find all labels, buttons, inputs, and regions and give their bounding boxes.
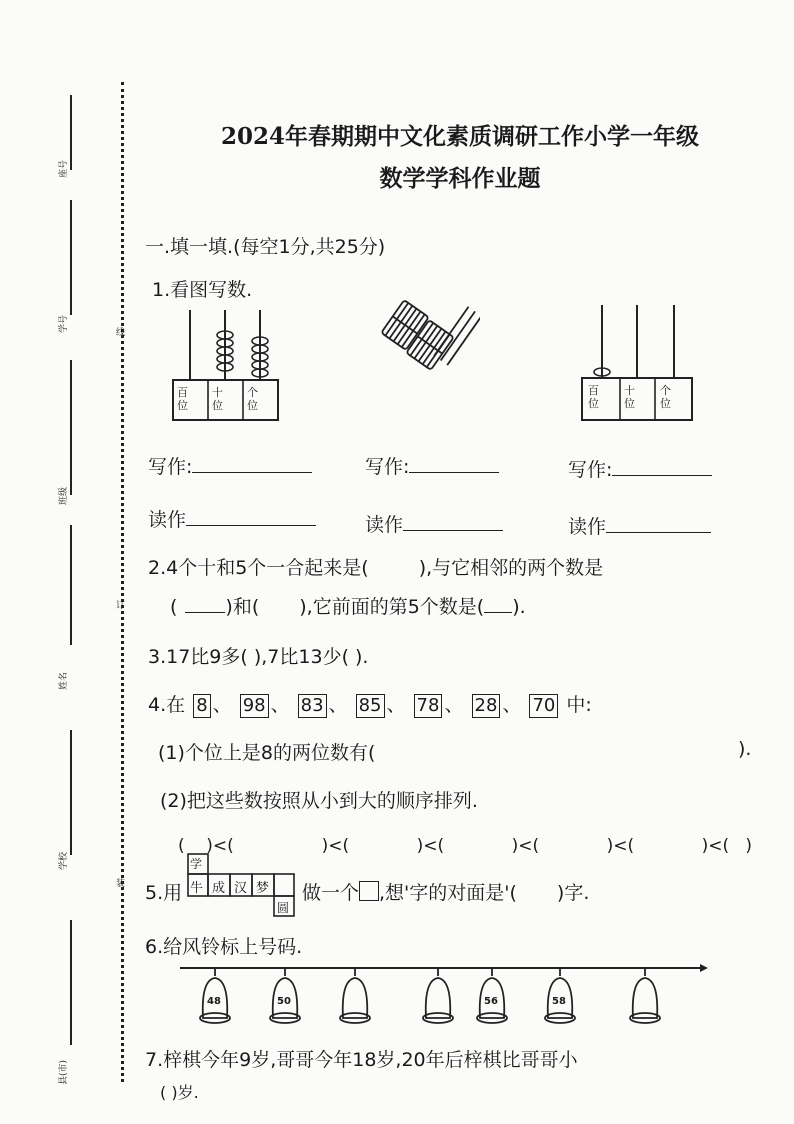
write-label: 写作: (148, 456, 193, 478)
counting-sticks (375, 295, 480, 385)
net-char: 学 (190, 857, 203, 871)
abacus2-label-ones: 个位 (660, 384, 671, 410)
label-student-no: 学号 (59, 314, 69, 333)
q2-text: )和( (225, 596, 260, 618)
q2-text: ),它前面的第5个数是( (299, 596, 485, 618)
abacus-2 (570, 300, 700, 430)
bell-number: 50 (277, 996, 291, 1007)
answer-blank[interactable] (186, 507, 316, 526)
net-char: 梦 (256, 881, 270, 896)
field-line (70, 200, 72, 315)
label-school: 学校 (59, 851, 69, 870)
q1-prompt: 1.看图写数. (152, 279, 253, 301)
bell-number: 58 (552, 996, 566, 1007)
wind-chime (180, 962, 710, 1032)
read-label-2 (365, 510, 503, 537)
fold-mark: 线 (116, 328, 126, 338)
read-label: 读作 (568, 516, 607, 538)
answer-blank[interactable] (484, 594, 512, 613)
q7-tail: ( )岁. (160, 1083, 199, 1102)
answer-blank[interactable] (612, 457, 712, 476)
bell-number: 56 (484, 996, 498, 1007)
abacus2-label-hundreds: 百位 (588, 384, 599, 410)
read-label-3 (568, 512, 711, 539)
net-char: 成 (212, 881, 226, 896)
answer-blank[interactable] (403, 512, 503, 531)
q5-suffix: ,想'字的对面是'( (379, 882, 517, 904)
field-line (70, 95, 72, 170)
answer-blank[interactable] (185, 594, 225, 613)
write-label-2 (365, 452, 499, 479)
field-line (70, 920, 72, 1045)
q6-text: 6.给风铃标上号码. (145, 936, 303, 958)
q4-suffix: 中: (566, 694, 592, 716)
read-label: 读作 (365, 514, 404, 536)
q7-text: 7.梓棋今年9岁,哥哥今年18岁,20年后梓棋比哥哥小 (145, 1049, 578, 1071)
q5-prefix: 5.用 (145, 882, 183, 904)
q4-line: 4.在 8 、 98 、 83 、 85 、 78 、 28 、 70 中: (148, 694, 592, 716)
q3-text: 3.17比9多( ),7比13少( ). (148, 646, 369, 668)
q2-line2 (170, 592, 526, 619)
ineq-slot[interactable]: )<( (300, 836, 350, 856)
q5-suffix-end: )字. (556, 882, 590, 904)
q4-prefix: 4.在 (148, 694, 186, 716)
q4-sub1-end: ). (738, 738, 752, 760)
ineq-slot[interactable]: )<( (395, 836, 445, 856)
number-box: 8 (193, 694, 210, 718)
write-label: 写作: (568, 459, 613, 481)
number-box: 83 (298, 694, 327, 718)
answer-blank[interactable] (192, 454, 312, 473)
read-label-1 (148, 505, 316, 532)
write-label-3 (568, 455, 712, 482)
net-char: 汉 (234, 881, 248, 896)
number-box: 70 (529, 694, 558, 718)
label-seat: 座号 (59, 159, 69, 178)
label-class: 班级 (59, 486, 69, 505)
net-char: 牛 (190, 881, 204, 896)
number-box: 85 (356, 694, 385, 718)
q5-middle: 做一个 (302, 882, 360, 904)
ineq-slot[interactable]: )<( ) (680, 836, 752, 856)
q2-text: 2.4个十和5个一合起来是( (148, 557, 369, 579)
number-box: 78 (414, 694, 443, 718)
answer-blank[interactable] (409, 454, 499, 473)
fold-line (121, 82, 124, 1082)
q5-rest (302, 878, 589, 905)
page-subtitle: 数学学科作业题 (379, 165, 541, 192)
number-box: 98 (240, 694, 269, 718)
q2-line1 (148, 553, 603, 580)
page-title: 2024年春期期中文化素质调研工作小学一年级 (220, 123, 699, 150)
read-label: 读作 (148, 509, 187, 531)
write-label-1 (148, 452, 312, 479)
ineq-slot[interactable]: )<( (585, 836, 635, 856)
write-label: 写作: (365, 456, 410, 478)
abacus1-label-hundreds: 百位 (177, 386, 188, 412)
q2-text: ),与它相邻的两个数是 (418, 557, 604, 579)
answer-blank[interactable] (606, 514, 711, 533)
section-heading: 一.填一填.(每空1分,共25分) (145, 236, 386, 258)
label-county: 县(市) (59, 1059, 69, 1085)
label-name: 姓名 (59, 671, 69, 690)
ineq-slot[interactable]: ( )<( (178, 836, 234, 856)
ineq-slot[interactable]: )<( (490, 836, 540, 856)
binding-strip (0, 80, 130, 1090)
fold-mark: 装 (116, 879, 126, 889)
cube-icon (359, 881, 379, 901)
q4-sub2: (2)把这些数按照从小到大的顺序排列. (160, 790, 478, 812)
number-box: 28 (472, 694, 501, 718)
q2-text: ( (170, 596, 178, 618)
bell-number: 48 (207, 996, 221, 1007)
q4-sub1: (1)个位上是8的两位数有( (158, 742, 376, 764)
field-line (70, 525, 72, 645)
net-char: 圆 (277, 901, 290, 915)
field-line (70, 730, 72, 855)
abacus2-label-tens: 十位 (624, 384, 635, 410)
fold-mark: 订 (116, 601, 126, 611)
q2-text: ). (512, 596, 526, 618)
field-line (70, 360, 72, 495)
abacus1-label-ones: 个位 (247, 386, 258, 412)
abacus1-label-tens: 十位 (212, 386, 223, 412)
